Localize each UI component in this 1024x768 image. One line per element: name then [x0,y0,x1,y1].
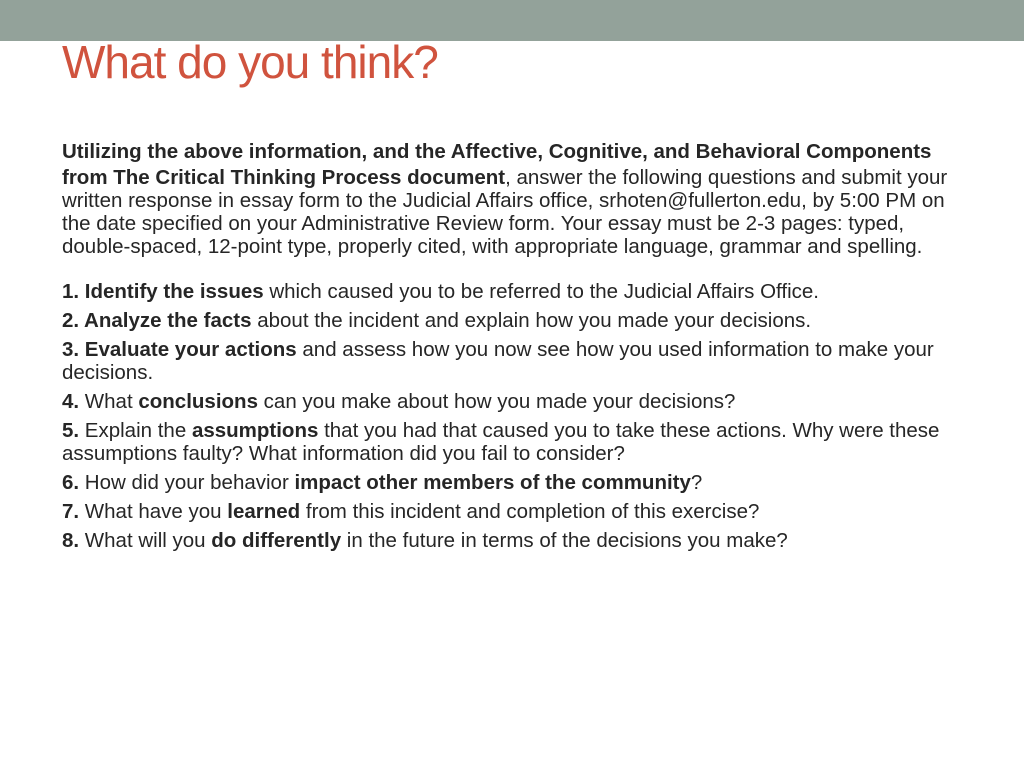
question-lead: 2. Analyze the facts [62,309,252,332]
question-pre: What have you [79,500,228,523]
question-item-5 [62,419,962,465]
header-bar [0,0,1024,41]
question-item-7 [62,500,962,523]
question-post: from this incident and completion of this exercise? [300,500,760,523]
question-keyword: conclusions [138,390,258,413]
question-lead: 1. Identify the issues [62,280,264,303]
intro-source: from The Critical Thinking Process document [62,166,506,189]
question-lead: 7. [62,500,80,523]
slide-title: What do you think? [62,36,438,88]
question-item-6 [62,471,962,494]
question-post: can you make about how you made your decisions? [257,390,736,413]
question-lead: 3. Evaluate your actions [62,338,297,361]
question-post: ? [690,471,703,494]
question-post: in the future in terms of the decisions you make? [341,529,788,552]
question-keyword: impact other members of the community [294,471,691,494]
question-lead: 8. [62,529,80,552]
question-post: about the incident and explain how you made your decisions. [251,309,812,332]
question-pre: What [79,390,139,413]
question-item-8 [62,529,962,552]
question-lead: 5. [62,419,80,442]
question-post: that you had that caused you to take these actions. Why were these assumptions faulty? What information did you fail to consider? [62,419,940,465]
intro-body-text: , answer the following questions and submit your written response in essay form to the Judicial Affairs office, srhoten@fullerton.edu, by 5:00 PM on the date specified on your Administrative Review form. Your essay must be 2-3 pages: typed, double-spaced, 12-point type, properly cited, with appropriate language, grammar and spelling. [62,166,948,258]
question-pre: What will you [79,529,212,552]
question-item-1 [62,280,962,303]
question-post: and assess how you now see how you used information to make your decisions. [62,338,934,384]
question-keyword: assumptions [191,419,319,442]
question-lead: 6. [62,471,80,494]
question-item-2 [62,309,962,332]
intro-heading: Utilizing the above information, and the Affective, Cognitive, and Behavioral Components [62,140,932,163]
question-list [62,280,962,552]
question-keyword: learned [227,500,301,523]
question-item-4 [62,390,962,413]
intro-paragraph [62,166,962,258]
question-post: which caused you to be referred to the Judicial Affairs Office. [263,280,819,303]
question-pre: How did your behavior [79,471,295,494]
question-item-3 [62,338,962,384]
question-lead: 4. [62,390,80,413]
question-pre: Explain the [79,419,192,442]
question-keyword: do differently [211,529,342,552]
slide-content [62,140,962,558]
